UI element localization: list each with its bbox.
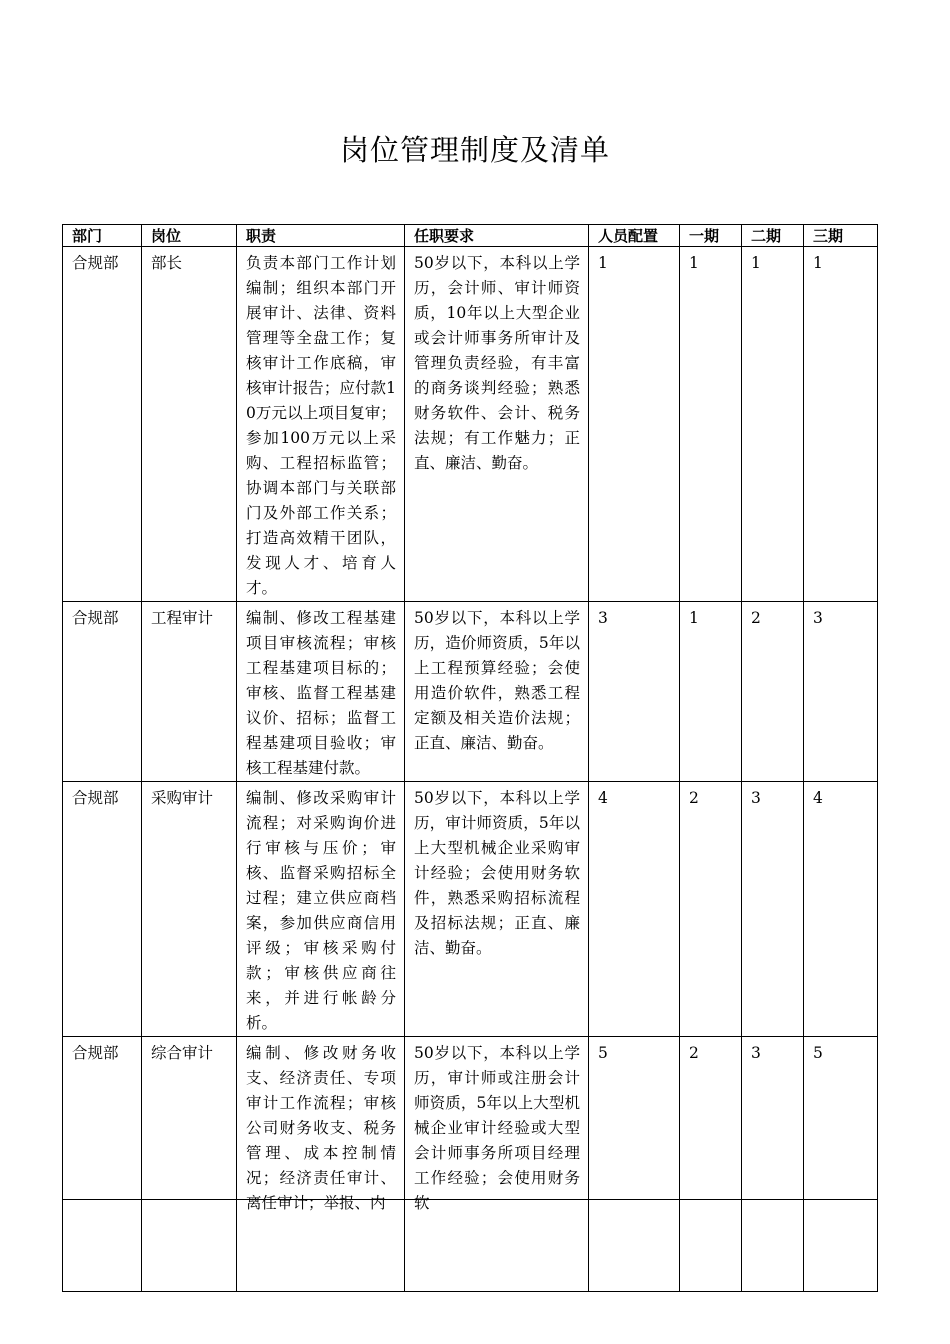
header-requirements: 任职要求 [405, 225, 589, 247]
cell-dept: 合规部 [63, 1037, 142, 1292]
cell-staffing: 4 [589, 782, 680, 1037]
cell-phase2: 3 [742, 1037, 804, 1292]
cell-phase2: 2 [742, 602, 804, 782]
position-table [62, 224, 877, 1212]
table-row [63, 247, 878, 602]
cell-phase1: 2 [680, 782, 742, 1037]
cell-dept: 合规部 [63, 602, 142, 782]
table-row [63, 1037, 878, 1292]
table-row [63, 782, 878, 1037]
cell-post: 工程审计 [142, 602, 237, 782]
header-phase2: 二期 [742, 225, 804, 247]
cell-post: 采购审计 [142, 782, 237, 1037]
header-duties: 职责 [237, 225, 405, 247]
cell-phase1: 1 [680, 602, 742, 782]
cell-dept: 合规部 [63, 247, 142, 602]
cell-staffing: 1 [589, 247, 680, 602]
cell-staffing: 3 [589, 602, 680, 782]
cell-requirements: 50岁以下，本科以上学历，会计师、审计师资质，10年以上大型企业或会计师事务所审计及管理负责经验，有丰富的商务谈判经验；熟悉财务软件、会计、税务法规；有工作魅力；正直、廉洁、勤奋。 [405, 247, 589, 602]
cell-requirements: 50岁以下，本科以上学历，审计师资质，5年以上大型机械企业采购审计经验；会使用财务软件，熟悉采购招标流程及招标法规；正直、廉洁、勤奋。 [405, 782, 589, 1037]
cell-phase2: 3 [742, 782, 804, 1037]
cell-phase3: 3 [804, 602, 878, 782]
cell-requirements: 50岁以下，本科以上学历，审计师或注册会计师资质，5年以上大型机械企业审计经验或大型会计师事务所项目经理工作经验；会使用财务软 [405, 1037, 589, 1292]
cell-post: 部长 [142, 247, 237, 602]
table-header-row [63, 225, 878, 247]
cell-duties: 编制、修改采购审计流程；对采购询价进行审核与压价；审核、监督采购招标全过程；建立供应商档案，参加供应商信用评级；审核采购付款；审核供应商往来，并进行帐龄分析。 [237, 782, 405, 1037]
header-staffing: 人员配置 [589, 225, 680, 247]
cell-duties: 编制、修改工程基建项目审核流程；审核工程基建项目标的；审核、监督工程基建议价、招标；监督工程基建项目验收；审核工程基建付款。 [237, 602, 405, 782]
cell-requirements: 50岁以下，本科以上学历，造价师资质，5年以上工程预算经验；会使用造价软件，熟悉工程定额及相关造价法规；正直、廉洁、勤奋。 [405, 602, 589, 782]
cell-dept: 合规部 [63, 782, 142, 1037]
page-title: 岗位管理制度及清单 [339, 133, 610, 167]
cell-phase3: 5 [804, 1037, 878, 1292]
cell-phase3: 1 [804, 247, 878, 602]
cell-phase1: 2 [680, 1037, 742, 1292]
header-phase3: 三期 [804, 225, 878, 247]
cell-duties: 负责本部门工作计划编制；组织本部门开展审计、法律、资料管理等全盘工作；复核审计工作底稿，审核审计报告；应付款10万元以上项目复审；参加100万元以上采购、工程招标监管；协调本部门与关联部门及外部工作关系；打造高效精干团队，发现人才、培育人才。 [237, 247, 405, 602]
header-phase1: 一期 [680, 225, 742, 247]
cell-phase1: 1 [680, 247, 742, 602]
header-dept: 部门 [63, 225, 142, 247]
cell-staffing: 5 [589, 1037, 680, 1292]
cell-phase3: 4 [804, 782, 878, 1037]
cell-post: 综合审计 [142, 1037, 237, 1292]
table-row [63, 602, 878, 782]
cell-phase2: 1 [742, 247, 804, 602]
cell-duties: 编制、修改财务收支、经济责任、专项审计工作流程；审核公司财务收支、税务管理、成本控制情况；经济责任审计、离任审计；举报、内 [237, 1037, 405, 1292]
header-post: 岗位 [142, 225, 237, 247]
